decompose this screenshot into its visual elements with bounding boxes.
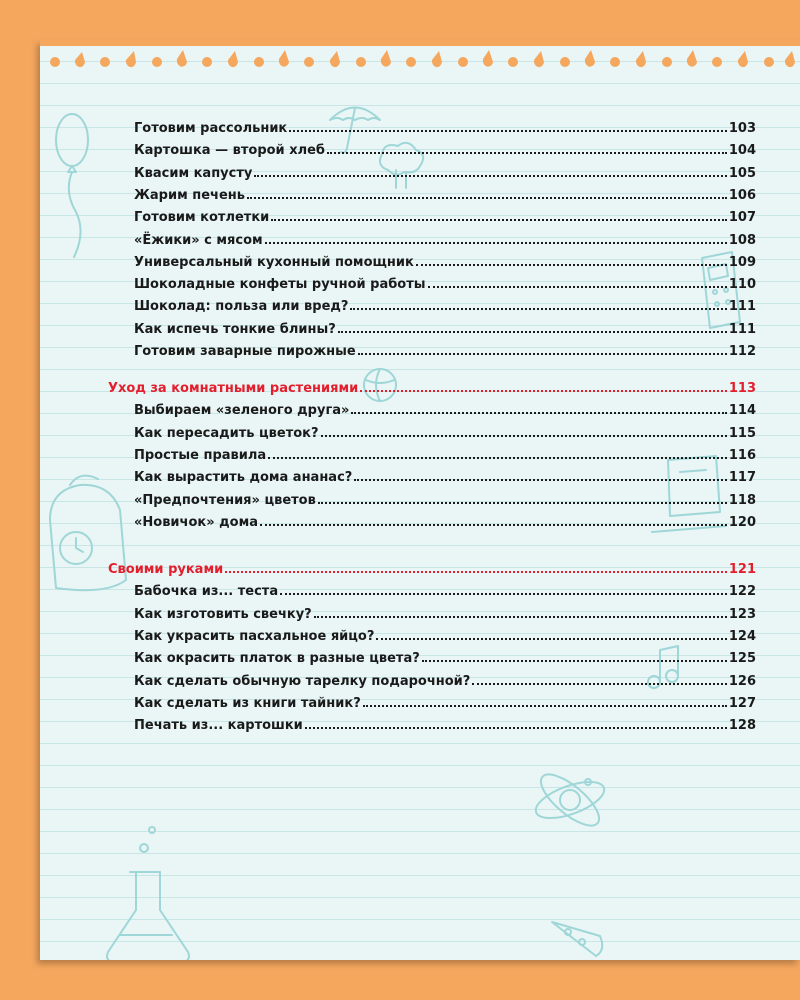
dot-leader — [271, 219, 727, 221]
section-heading[interactable] — [108, 379, 756, 399]
entry-title: «Новичок» дома — [134, 514, 258, 530]
toc-entry[interactable] — [134, 320, 756, 340]
dot-leader — [416, 264, 727, 266]
page-number: 111 — [728, 321, 756, 337]
entry-title: Жарим печень — [134, 187, 245, 203]
entry-title: Готовим котлетки — [134, 210, 270, 226]
entry-title: Как сделать из книги тайник? — [134, 695, 361, 711]
toc-entry[interactable] — [134, 119, 756, 139]
dot-leader — [354, 479, 727, 481]
entry-title: Шоколадные конфеты ручной работы — [134, 277, 426, 293]
page-number: 126 — [728, 673, 756, 689]
toc-entry[interactable] — [134, 164, 756, 184]
page-number: 114 — [728, 403, 756, 419]
dot-leader — [318, 502, 727, 504]
entry-title: Как изготовить свечку? — [134, 606, 312, 622]
entry-title: Как украсить пасхальное яйцо? — [134, 628, 375, 644]
entry-title: «Предпочтения» цветов — [134, 492, 316, 508]
entry-title: Выбираем «зеленого друга» — [134, 403, 350, 419]
entry-title: Шоколад: польза или вред? — [134, 299, 349, 315]
toc-entry[interactable] — [134, 649, 756, 669]
toc-entry[interactable] — [134, 694, 756, 714]
dot-leader — [351, 412, 726, 414]
entry-title: Бабочка из... теста — [134, 584, 279, 600]
page-number: 117 — [728, 470, 756, 486]
dot-leader — [422, 660, 727, 662]
dot-leader — [305, 727, 727, 729]
entry-title: Как испечь тонкие блины? — [134, 321, 336, 337]
entry-title: Готовим заварные пирожные — [134, 344, 356, 359]
entry-title: Квасим капусту — [134, 165, 253, 181]
page-number: 121 — [728, 562, 756, 577]
section-title: Своими руками — [108, 562, 224, 577]
dot-leader — [260, 524, 727, 526]
page-number: 112 — [728, 344, 756, 359]
toc-entry[interactable] — [134, 605, 756, 625]
page-number: 128 — [728, 718, 756, 734]
toc-entry[interactable] — [134, 186, 756, 206]
section-title: Уход за комнатными растениями — [108, 381, 359, 396]
page-number: 115 — [728, 425, 756, 441]
page-number: 116 — [728, 447, 756, 463]
page-number: 104 — [728, 143, 756, 159]
entry-title: Как сделать обычную тарелку подарочной? — [134, 673, 471, 689]
dot-leader — [360, 390, 727, 392]
dot-leader — [428, 286, 727, 288]
toc-entry[interactable] — [134, 342, 756, 362]
toc-entry[interactable] — [134, 513, 756, 533]
toc-entry[interactable] — [134, 491, 756, 511]
dot-leader — [289, 130, 727, 132]
dot-leader — [376, 638, 726, 640]
dot-leader — [268, 457, 727, 459]
dot-leader — [265, 242, 727, 244]
page-number: 123 — [728, 606, 756, 622]
dot-leader — [472, 683, 727, 685]
page-number: 108 — [728, 232, 756, 248]
toc-entry[interactable] — [134, 253, 756, 273]
toc-entry[interactable] — [134, 297, 756, 317]
page-number: 107 — [728, 210, 756, 226]
dot-leader — [363, 705, 727, 707]
dot-leader — [321, 435, 727, 437]
toc-entry[interactable] — [134, 716, 756, 736]
page-number: 118 — [728, 492, 756, 508]
page-number: 125 — [728, 651, 756, 667]
toc-entry[interactable] — [134, 141, 756, 161]
page-number: 109 — [728, 254, 756, 270]
entry-title: Простые правила — [134, 447, 267, 463]
entry-title: Как окрасить платок в разные цвета? — [134, 651, 420, 667]
dot-leader — [280, 593, 727, 595]
page-number: 103 — [728, 121, 756, 136]
toc-entry[interactable] — [134, 231, 756, 251]
page-number: 113 — [728, 381, 756, 396]
page-number: 110 — [728, 277, 756, 293]
page-number: 124 — [728, 628, 756, 644]
dot-leader — [225, 571, 727, 573]
notebook-page — [40, 40, 800, 960]
toc-entry[interactable] — [134, 468, 756, 488]
entry-title: Печать из... картошки — [134, 718, 303, 734]
dot-leader — [327, 152, 727, 154]
page-number: 105 — [728, 165, 756, 181]
dot-leader — [314, 616, 727, 618]
dot-leader — [247, 197, 727, 199]
toc-entry[interactable] — [134, 672, 756, 692]
entry-title: Как вырастить дома ананас? — [134, 470, 353, 486]
toc-entry[interactable] — [134, 275, 756, 295]
page-number: 127 — [728, 695, 756, 711]
dot-leader — [338, 331, 727, 333]
page-number: 111 — [728, 299, 756, 315]
page-number: 122 — [728, 584, 756, 600]
dot-leader — [350, 308, 726, 310]
toc-entry[interactable] — [134, 627, 756, 647]
dot-leader — [254, 175, 727, 177]
toc-entry[interactable] — [134, 401, 756, 421]
toc-entry[interactable] — [134, 424, 756, 444]
section-heading[interactable] — [108, 560, 756, 580]
page-number: 106 — [728, 187, 756, 203]
entry-title: Картошка — второй хлеб — [134, 143, 325, 159]
entry-title: Готовим рассольник — [134, 121, 288, 136]
entry-title: Как пересадить цветок? — [134, 425, 319, 441]
entry-title: «Ёжики» с мясом — [134, 232, 263, 248]
toc-entry[interactable] — [134, 446, 756, 466]
page-number: 120 — [728, 514, 756, 530]
toc-entry[interactable] — [134, 208, 756, 228]
toc-entry[interactable] — [134, 582, 756, 602]
entry-title: Универсальный кухонный помощник — [134, 254, 414, 270]
table-of-contents — [40, 40, 800, 960]
dot-leader — [358, 353, 727, 355]
